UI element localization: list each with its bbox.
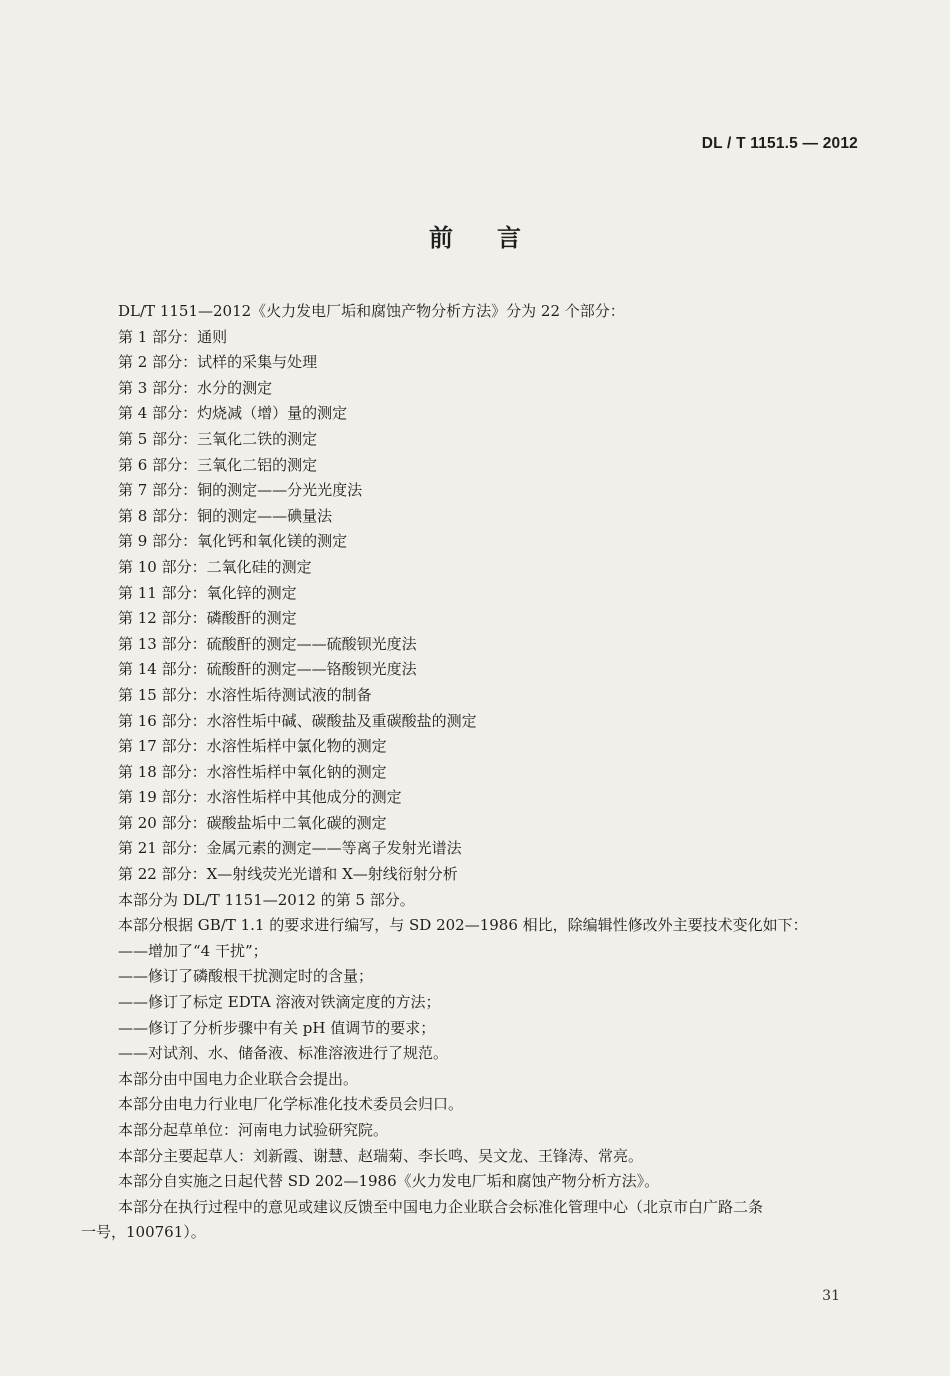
foreword-body (81, 299, 863, 1246)
page-number: 31 (822, 1288, 840, 1304)
changes-intro: 本部分根据 GB/T 1.1 的要求进行编写，与 SD 202—1986 相比，除编辑性修改外主要技术变化如下： (118, 916, 808, 935)
list-item: 第 12 部分：磷酸酐的测定 (118, 609, 297, 628)
page-title: 前言 (429, 224, 565, 252)
list-item: 第 19 部分：水溶性垢样中其他成分的测定 (118, 788, 402, 807)
intro-paragraph: DL/T 1151—2012《火力发电厂垢和腐蚀产物分析方法》分为 22 个部分： (118, 302, 625, 320)
list-item: 第 22 部分：X—射线荧光光谱和 X—射线衍射分析 (118, 865, 458, 884)
list-item: 第 2 部分：试样的采集与处理 (118, 353, 318, 372)
list-item: ——修订了磷酸根干扰测定时的含量； (118, 967, 374, 986)
list-item: 第 15 部分：水溶性垢待测试液的制备 (118, 685, 372, 704)
changes-list (118, 939, 863, 1067)
list-item: ——修订了分析步骤中有关 pH 值调节的要求； (118, 1018, 436, 1037)
list-item: 第 10 部分：二氧化硅的测定 (118, 557, 312, 576)
drafting-unit: 本部分起草单位：河南电力试验研究院。 (118, 1121, 389, 1139)
list-item: ——修订了标定 EDTA 溶液对铁滴定度的方法； (118, 993, 441, 1012)
proposed-by: 本部分由中国电力企业联合会提出。 (118, 1069, 359, 1088)
list-item: 第 9 部分：氧化钙和氧化镁的测定 (118, 532, 348, 551)
list-item: 第 4 部分：灼烧减（增）量的测定 (118, 404, 348, 423)
list-item: 第 11 部分：氧化锌的测定 (118, 583, 297, 602)
parts-list (118, 325, 863, 888)
list-item: 第 1 部分：通则 (118, 327, 228, 346)
part-statement: 本部分为 DL/T 1151—2012 的第 5 部分。 (118, 890, 415, 909)
list-item: 第 21 部分：金属元素的测定——等离子发射光谱法 (118, 839, 462, 858)
list-item: 第 7 部分：铜的测定——分光光度法 (118, 481, 363, 500)
drafters: 本部分主要起草人：刘新霞、谢慧、赵瑞菊、李长鸣、吴文龙、王锋涛、常亮。 (118, 1146, 644, 1165)
list-item: 第 17 部分：水溶性垢样中氯化物的测定 (118, 737, 387, 756)
feedback-statement-continued: 一号，100761）。 (81, 1223, 206, 1242)
list-item: 第 13 部分：硫酸酐的测定——硫酸钡光度法 (118, 634, 417, 653)
document-code: DL / T 1151.5 — 2012 (701, 135, 858, 152)
jurisdiction: 本部分由电力行业电厂化学标准化技术委员会归口。 (118, 1095, 464, 1114)
list-item: 第 18 部分：水溶性垢样中氧化钠的测定 (118, 762, 387, 781)
list-item: ——对试剂、水、储备液、标准溶液进行了规范。 (118, 1044, 449, 1063)
list-item: 第 20 部分：碳酸盐垢中二氧化碳的测定 (118, 813, 387, 832)
list-item: 第 3 部分：水分的测定 (118, 378, 273, 397)
list-item: 第 14 部分：硫酸酐的测定——铬酸钡光度法 (118, 660, 417, 679)
list-item: 第 6 部分：三氧化二铝的测定 (118, 455, 318, 474)
list-item: 第 5 部分：三氧化二铁的测定 (118, 429, 318, 448)
replaces-statement: 本部分自实施之日起代替 SD 202—1986《火力发电厂垢和腐蚀产物分析方法》。 (118, 1172, 660, 1191)
list-item: 第 16 部分：水溶性垢中碱、碳酸盐及重碳酸盐的测定 (118, 711, 477, 730)
list-item: 第 8 部分：铜的测定——碘量法 (118, 506, 333, 525)
feedback-statement: 本部分在执行过程中的意见或建议反馈至中国电力企业联合会标准化管理中心（北京市白广路二条 (118, 1197, 764, 1216)
list-item: ——增加了“4 干扰”； (118, 941, 268, 960)
